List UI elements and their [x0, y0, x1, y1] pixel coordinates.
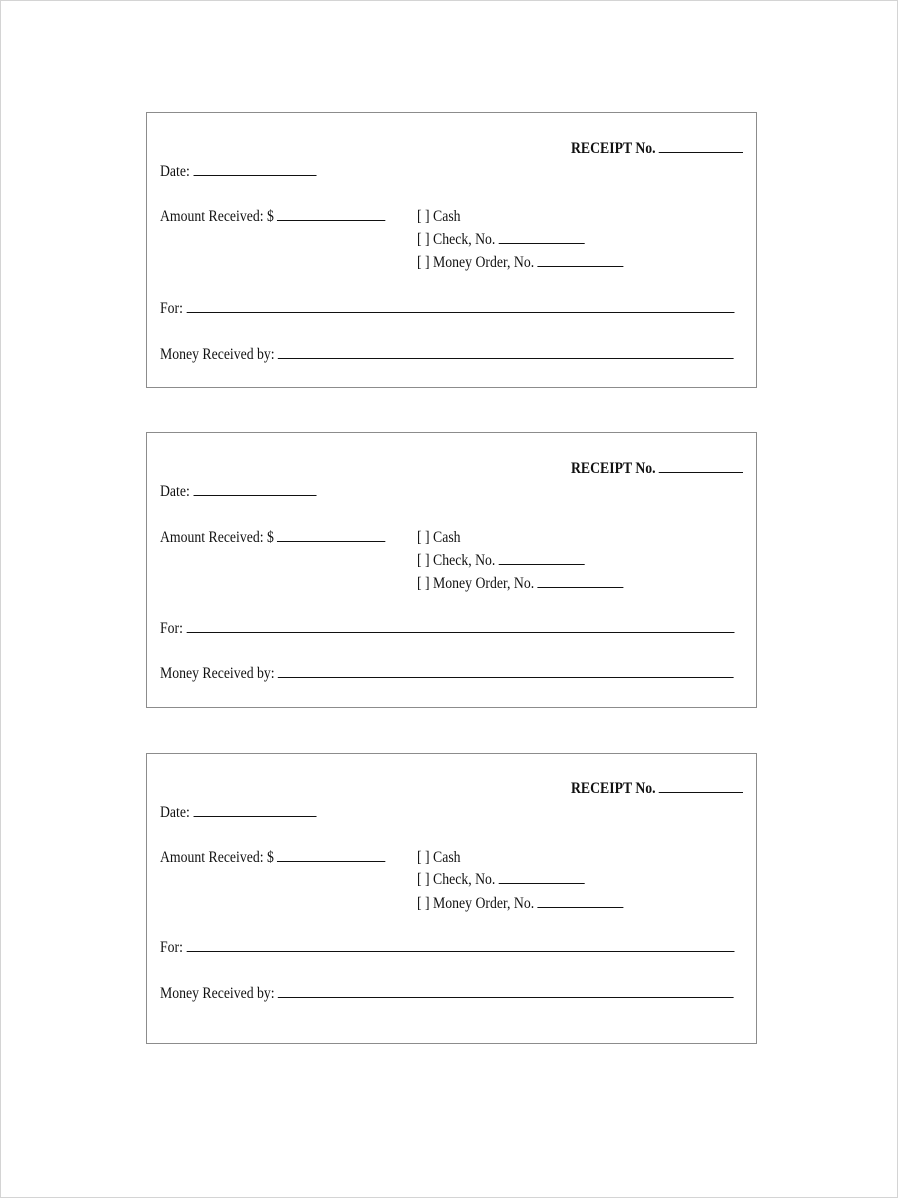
receipt-number-blank[interactable] — [659, 460, 743, 473]
for-field[interactable] — [160, 300, 734, 318]
for-label: For: — [160, 300, 183, 317]
date-field[interactable] — [160, 163, 316, 181]
checkbox[interactable]: [ ] — [417, 254, 430, 271]
date-field[interactable] — [160, 483, 316, 501]
checkbox[interactable]: [ ] — [417, 552, 430, 569]
check-number-blank[interactable] — [499, 552, 585, 565]
checkbox[interactable]: [ ] — [417, 895, 430, 912]
money-order-number-blank[interactable] — [538, 254, 624, 267]
amount-field[interactable] — [160, 849, 386, 867]
amount-label: Amount Received: $ — [160, 849, 274, 866]
amount-blank[interactable] — [277, 529, 385, 542]
date-blank[interactable] — [193, 483, 316, 496]
receipt-form — [146, 432, 757, 708]
amount-field[interactable] — [160, 208, 386, 226]
date-label: Date: — [160, 483, 190, 500]
receipt-number-field[interactable] — [571, 140, 743, 158]
payment-option-check[interactable] — [417, 871, 585, 889]
for-label: For: — [160, 939, 183, 956]
checkbox[interactable]: [ ] — [417, 529, 430, 546]
checkbox[interactable]: [ ] — [417, 849, 430, 866]
date-blank[interactable] — [193, 804, 316, 817]
receipt-form — [146, 112, 757, 388]
amount-label: Amount Received: $ — [160, 208, 274, 225]
received-by-field[interactable] — [160, 665, 734, 683]
payment-option-cash[interactable] — [417, 208, 461, 226]
for-field[interactable] — [160, 620, 734, 638]
for-blank[interactable] — [186, 300, 734, 313]
payment-option-label: Money Order, No. — [433, 895, 535, 912]
check-number-blank[interactable] — [499, 871, 585, 884]
received-by-label: Money Received by: — [160, 985, 275, 1002]
receipt-number-blank[interactable] — [659, 140, 743, 153]
received-by-field[interactable] — [160, 985, 734, 1003]
received-by-blank[interactable] — [278, 346, 734, 359]
payment-option-label: Cash — [433, 529, 461, 546]
for-blank[interactable] — [186, 939, 734, 952]
received-by-label: Money Received by: — [160, 346, 275, 363]
date-blank[interactable] — [193, 163, 316, 176]
date-field[interactable] — [160, 804, 316, 822]
money-order-number-blank[interactable] — [538, 575, 624, 588]
payment-option-label: Cash — [433, 849, 461, 866]
for-label: For: — [160, 620, 183, 637]
checkbox[interactable]: [ ] — [417, 575, 430, 592]
payment-option-money-order[interactable] — [417, 895, 624, 913]
payment-option-cash[interactable] — [417, 849, 461, 867]
amount-blank[interactable] — [277, 849, 385, 862]
received-by-label: Money Received by: — [160, 665, 275, 682]
receipt-number-label: RECEIPT No. — [571, 140, 656, 157]
amount-field[interactable] — [160, 529, 386, 547]
received-by-field[interactable] — [160, 346, 734, 364]
receipt-number-label: RECEIPT No. — [571, 460, 656, 477]
check-number-blank[interactable] — [499, 231, 585, 244]
receipt-number-field[interactable] — [571, 460, 743, 478]
checkbox[interactable]: [ ] — [417, 231, 430, 248]
receipt-number-blank[interactable] — [659, 780, 743, 793]
payment-option-label: Check, No. — [433, 871, 496, 888]
money-order-number-blank[interactable] — [538, 895, 624, 908]
checkbox[interactable]: [ ] — [417, 208, 430, 225]
payment-option-money-order[interactable] — [417, 575, 624, 593]
payment-option-label: Money Order, No. — [433, 575, 535, 592]
received-by-blank[interactable] — [278, 985, 734, 998]
payment-option-check[interactable] — [417, 231, 585, 249]
receipt-number-label: RECEIPT No. — [571, 780, 656, 797]
checkbox[interactable]: [ ] — [417, 871, 430, 888]
receipt-form — [146, 753, 757, 1044]
payment-option-money-order[interactable] — [417, 254, 624, 272]
payment-option-label: Money Order, No. — [433, 254, 535, 271]
payment-option-cash[interactable] — [417, 529, 461, 547]
receipt-number-field[interactable] — [571, 780, 743, 798]
for-blank[interactable] — [186, 620, 734, 633]
received-by-blank[interactable] — [278, 665, 734, 678]
payment-option-label: Check, No. — [433, 231, 496, 248]
payment-option-label: Cash — [433, 208, 461, 225]
amount-label: Amount Received: $ — [160, 529, 274, 546]
date-label: Date: — [160, 804, 190, 821]
payment-option-check[interactable] — [417, 552, 585, 570]
payment-option-label: Check, No. — [433, 552, 496, 569]
amount-blank[interactable] — [277, 208, 385, 221]
for-field[interactable] — [160, 939, 734, 957]
date-label: Date: — [160, 163, 190, 180]
